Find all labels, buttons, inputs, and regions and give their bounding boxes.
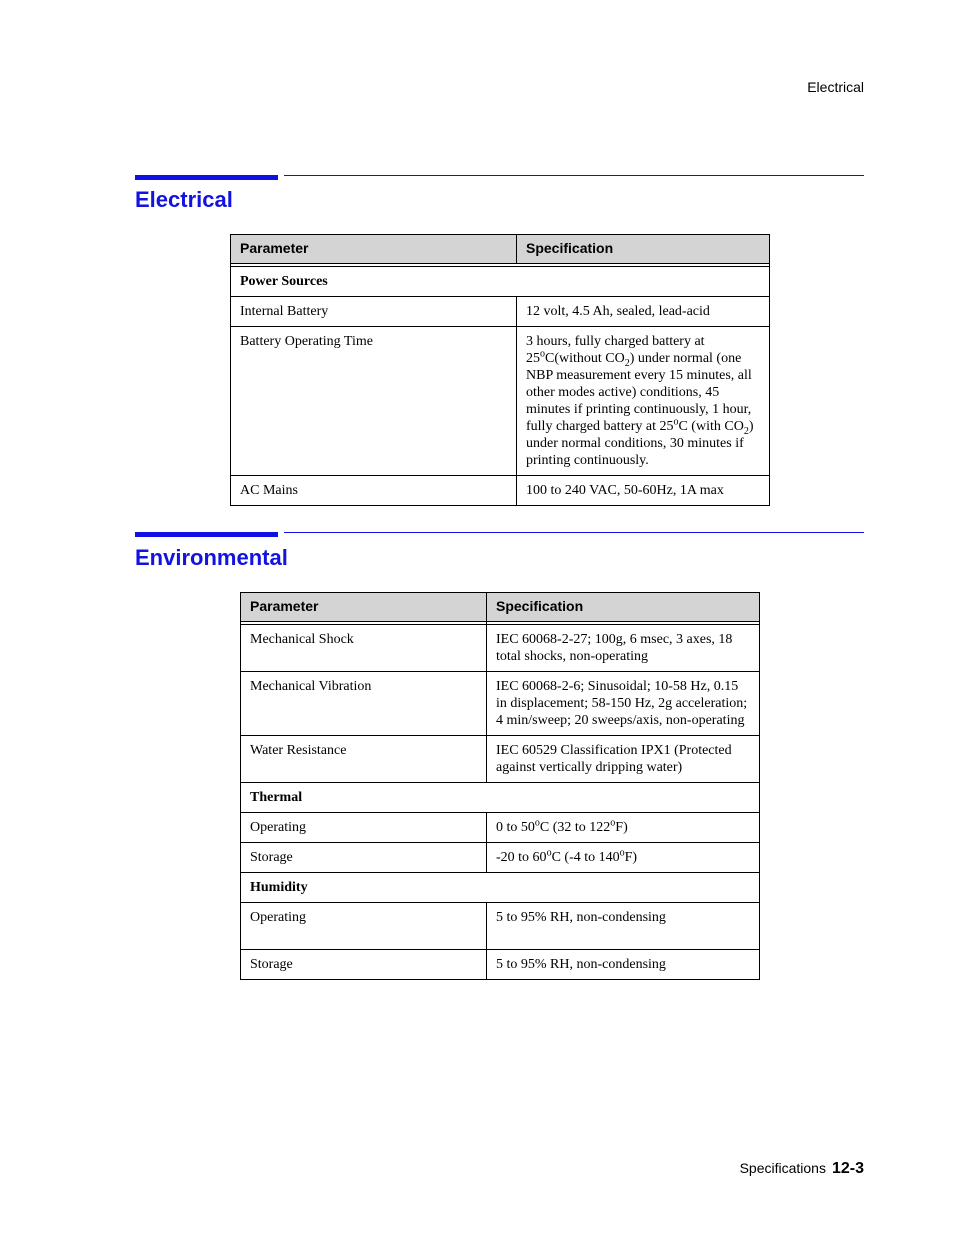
column-header-specification: Specification bbox=[517, 235, 770, 264]
table-row bbox=[231, 297, 770, 327]
group-power-sources: Power Sources bbox=[231, 267, 770, 297]
spec-cell: IEC 60068-2-6; Sinusoidal; 10-58 Hz, 0.15 in displacement; 58-150 Hz, 2g acceleration; 4 min/sweep; 20 sweeps/axis, non-operating bbox=[487, 672, 760, 736]
param-cell: Storage bbox=[241, 950, 487, 980]
group-row bbox=[241, 783, 760, 813]
spec-cell: 12 volt, 4.5 Ah, sealed, lead-acid bbox=[517, 297, 770, 327]
section-rule-thick bbox=[135, 175, 278, 180]
page-footer bbox=[740, 1160, 864, 1178]
param-cell: Operating bbox=[241, 903, 487, 950]
electrical-table bbox=[230, 234, 770, 506]
spec-cell: IEC 60068-2-27; 100g, 6 msec, 3 axes, 18 total shocks, non-operating bbox=[487, 625, 760, 672]
group-row bbox=[231, 267, 770, 297]
environmental-table bbox=[240, 592, 760, 980]
column-header-parameter: Parameter bbox=[231, 235, 517, 264]
table-row bbox=[241, 625, 760, 672]
table-row bbox=[241, 736, 760, 783]
spec-cell: 0 to 50$^o$C (32 to 122$^o$F) bbox=[487, 813, 760, 843]
page-number: 12-3 bbox=[831, 1160, 864, 1177]
spec-cell: 100 to 240 VAC, 50-60Hz, 1A max bbox=[517, 476, 770, 506]
table-header-row bbox=[231, 235, 770, 264]
param-cell: Internal Battery bbox=[231, 297, 517, 327]
param-cell: Battery Operating Time bbox=[231, 327, 517, 476]
spec-cell: IEC 60529 Classification IPX1 (Protected against vertically dripping water) bbox=[487, 736, 760, 783]
column-header-parameter: Parameter bbox=[241, 593, 487, 622]
param-cell: Mechanical Shock bbox=[241, 625, 487, 672]
footer-chapter: Specifications bbox=[739, 1160, 826, 1176]
param-cell: AC Mains bbox=[231, 476, 517, 506]
group-row bbox=[241, 873, 760, 903]
spec-cell: -20 to 60$^o$C (-4 to 140$^o$F) bbox=[487, 843, 760, 873]
spec-cell: 5 to 95% RH, non-condensing bbox=[487, 903, 760, 950]
table-row bbox=[241, 813, 760, 843]
section-title-environmental: Environmental bbox=[135, 545, 288, 570]
spec-cell: 5 to 95% RH, non-condensing bbox=[487, 950, 760, 980]
group-humidity: Humidity bbox=[241, 873, 760, 903]
section-rule-thin bbox=[284, 175, 864, 176]
table-row bbox=[241, 843, 760, 873]
param-cell: Operating bbox=[241, 813, 487, 843]
section-title-electrical: Electrical bbox=[135, 187, 233, 212]
column-header-specification: Specification bbox=[487, 593, 760, 622]
section-rule-thick bbox=[135, 532, 278, 537]
group-thermal: Thermal bbox=[241, 783, 760, 813]
table-row bbox=[241, 950, 760, 980]
table-row bbox=[241, 672, 760, 736]
running-header: Electrical bbox=[807, 79, 864, 95]
table-row bbox=[241, 903, 760, 950]
param-cell: Water Resistance bbox=[241, 736, 487, 783]
table-row bbox=[231, 327, 770, 476]
section-rule-thin bbox=[284, 532, 864, 533]
param-cell: Mechanical Vibration bbox=[241, 672, 487, 736]
param-cell: Storage bbox=[241, 843, 487, 873]
spec-cell: 3 hours, fully charged battery at 25$^o$C(without $CO_2$) under normal (one NBP measurement every 15 minutes, all other modes active) conditions, 45 minutes if printing continuously, 1 hour, fully charged battery at 25$^o$C (with $CO_2$) under normal conditions, 30 minutes if printing continuously. bbox=[517, 327, 770, 476]
table-header-row bbox=[241, 593, 760, 622]
table-row bbox=[231, 476, 770, 506]
